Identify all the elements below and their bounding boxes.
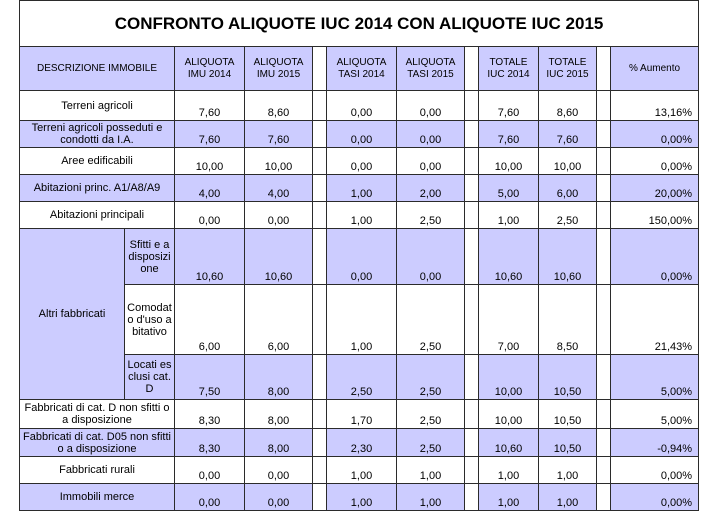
cell-tasi2015: 2,00 xyxy=(397,175,465,202)
cell-imu2014: 8,30 xyxy=(175,429,245,457)
cell-imu2015: 0,00 xyxy=(245,202,313,229)
cell-iuc2014: 10,00 xyxy=(479,148,539,175)
column-gap xyxy=(597,355,611,400)
cell-imu2015: 8,60 xyxy=(245,91,313,121)
subrow-label: Sfitti e a disposizione xyxy=(125,229,175,285)
cell-aumento: 0,00% xyxy=(611,148,699,175)
column-gap xyxy=(597,429,611,457)
column-gap xyxy=(597,47,611,91)
cell-tasi2015: 0,00 xyxy=(397,229,465,285)
cell-iuc2014: 1,00 xyxy=(479,457,539,484)
cell-imu2015: 0,00 xyxy=(245,457,313,484)
cell-aumento: 0,00% xyxy=(611,229,699,285)
column-gap xyxy=(313,229,327,285)
cell-iuc2015: 8,60 xyxy=(539,91,597,121)
cell-aumento: 5,00% xyxy=(611,400,699,429)
cell-iuc2015: 10,50 xyxy=(539,355,597,400)
column-gap xyxy=(597,202,611,229)
cell-iuc2015: 10,50 xyxy=(539,400,597,429)
row-label: Immobili merce xyxy=(20,484,175,511)
cell-imu2015: 8,00 xyxy=(245,355,313,400)
cell-tasi2014: 1,70 xyxy=(327,400,397,429)
column-gap xyxy=(313,484,327,511)
cell-imu2014: 7,60 xyxy=(175,91,245,121)
cell-tasi2014: 0,00 xyxy=(327,229,397,285)
cell-iuc2015: 2,50 xyxy=(539,202,597,229)
column-gap xyxy=(313,91,327,121)
row-label: Abitazioni princ. A1/A8/A9 xyxy=(20,175,175,202)
cell-imu2015: 8,00 xyxy=(245,429,313,457)
cell-imu2015: 0,00 xyxy=(245,484,313,511)
cell-tasi2015: 1,00 xyxy=(397,457,465,484)
cell-iuc2015: 1,00 xyxy=(539,484,597,511)
cell-imu2015: 4,00 xyxy=(245,175,313,202)
table-row xyxy=(20,202,699,229)
column-gap xyxy=(313,148,327,175)
cell-tasi2014: 0,00 xyxy=(327,91,397,121)
column-gap xyxy=(465,148,479,175)
cell-tasi2015: 0,00 xyxy=(397,121,465,148)
cell-aumento: -0,94% xyxy=(611,429,699,457)
row-label: Fabbricati di cat. D05 non sfitti o a disposizione xyxy=(20,429,175,457)
iuc-comparison-sheet xyxy=(19,0,698,508)
row-label: Fabbricati rurali xyxy=(20,457,175,484)
cell-iuc2015: 10,60 xyxy=(539,229,597,285)
cell-tasi2015: 2,50 xyxy=(397,355,465,400)
column-gap xyxy=(465,175,479,202)
cell-imu2015: 10,00 xyxy=(245,148,313,175)
column-gap xyxy=(313,202,327,229)
cell-tasi2015: 2,50 xyxy=(397,400,465,429)
column-gap xyxy=(465,202,479,229)
cell-iuc2015: 10,50 xyxy=(539,429,597,457)
column-gap xyxy=(465,429,479,457)
cell-aumento: 20,00% xyxy=(611,175,699,202)
header-tasi-2014: ALIQUOTA TASI 2014 xyxy=(327,47,397,91)
cell-iuc2014: 10,60 xyxy=(479,429,539,457)
cell-imu2015: 6,00 xyxy=(245,285,313,355)
cell-iuc2015: 1,00 xyxy=(539,457,597,484)
cell-iuc2014: 7,60 xyxy=(479,121,539,148)
table-row xyxy=(20,429,699,457)
cell-iuc2014: 10,00 xyxy=(479,355,539,400)
cell-iuc2015: 8,50 xyxy=(539,285,597,355)
column-gap xyxy=(465,121,479,148)
header-tasi-2015: ALIQUOTA TASI 2015 xyxy=(397,47,465,91)
cell-aumento: 5,00% xyxy=(611,355,699,400)
cell-aumento: 0,00% xyxy=(611,121,699,148)
cell-imu2014: 0,00 xyxy=(175,202,245,229)
column-gap xyxy=(597,91,611,121)
cell-tasi2015: 0,00 xyxy=(397,148,465,175)
column-gap xyxy=(313,121,327,148)
cell-imu2015: 8,00 xyxy=(245,400,313,429)
cell-imu2014: 0,00 xyxy=(175,484,245,511)
header-iuc-2014: TOTALE IUC 2014 xyxy=(479,47,539,91)
column-gap xyxy=(465,91,479,121)
header-aumento: % Aumento xyxy=(611,47,699,91)
cell-imu2014: 6,00 xyxy=(175,285,245,355)
header-iuc-2015: TOTALE IUC 2015 xyxy=(539,47,597,91)
table-row xyxy=(20,229,699,285)
table-row xyxy=(20,175,699,202)
cell-aumento: 0,00% xyxy=(611,484,699,511)
table-row xyxy=(20,457,699,484)
cell-iuc2014: 1,00 xyxy=(479,484,539,511)
cell-imu2014: 10,00 xyxy=(175,148,245,175)
column-gap xyxy=(465,355,479,400)
column-gap xyxy=(597,175,611,202)
subrow-label: Comodato d'uso abitativo xyxy=(125,285,175,355)
cell-aumento: 21,43% xyxy=(611,285,699,355)
column-gap xyxy=(313,400,327,429)
cell-tasi2014: 0,00 xyxy=(327,121,397,148)
cell-tasi2014: 1,00 xyxy=(327,175,397,202)
column-gap xyxy=(313,285,327,355)
cell-tasi2014: 2,50 xyxy=(327,355,397,400)
header-descrizione: DESCRIZIONE IMMOBILE xyxy=(20,47,175,91)
cell-iuc2015: 6,00 xyxy=(539,175,597,202)
cell-tasi2015: 2,50 xyxy=(397,429,465,457)
column-gap xyxy=(465,400,479,429)
cell-iuc2014: 5,00 xyxy=(479,175,539,202)
cell-aumento: 13,16% xyxy=(611,91,699,121)
column-gap xyxy=(597,400,611,429)
row-label: Abitazioni principali xyxy=(20,202,175,229)
cell-tasi2014: 1,00 xyxy=(327,285,397,355)
group-label: Altri fabbricati xyxy=(20,229,125,400)
column-gap xyxy=(465,285,479,355)
cell-tasi2015: 2,50 xyxy=(397,285,465,355)
cell-iuc2014: 10,00 xyxy=(479,400,539,429)
cell-tasi2014: 0,00 xyxy=(327,148,397,175)
row-label: Fabbricati di cat. D non sfitti o a disposizione xyxy=(20,400,175,429)
cell-tasi2015: 0,00 xyxy=(397,91,465,121)
header-imu-2014: ALIQUOTA IMU 2014 xyxy=(175,47,245,91)
table-row xyxy=(20,148,699,175)
cell-iuc2015: 10,00 xyxy=(539,148,597,175)
column-gap xyxy=(313,457,327,484)
row-label: Aree edificabili xyxy=(20,148,175,175)
table-row xyxy=(20,121,699,148)
subrow-label: Locati esclusi cat. D xyxy=(125,355,175,400)
column-gap xyxy=(465,47,479,91)
column-gap xyxy=(313,175,327,202)
cell-tasi2015: 2,50 xyxy=(397,202,465,229)
table-row xyxy=(20,91,699,121)
column-gap xyxy=(597,457,611,484)
column-gap xyxy=(597,285,611,355)
cell-imu2015: 10,60 xyxy=(245,229,313,285)
column-gap xyxy=(597,484,611,511)
header-imu-2015: ALIQUOTA IMU 2015 xyxy=(245,47,313,91)
column-gap xyxy=(313,355,327,400)
cell-tasi2015: 1,00 xyxy=(397,484,465,511)
column-gap xyxy=(465,484,479,511)
cell-imu2014: 7,60 xyxy=(175,121,245,148)
column-gap xyxy=(313,429,327,457)
table-title: CONFRONTO ALIQUOTE IUC 2014 CON ALIQUOTE IUC 2015 xyxy=(20,1,699,47)
cell-imu2015: 7,60 xyxy=(245,121,313,148)
cell-imu2014: 7,50 xyxy=(175,355,245,400)
cell-iuc2014: 7,60 xyxy=(479,91,539,121)
table-row xyxy=(20,484,699,511)
row-label: Terreni agricoli xyxy=(20,91,175,121)
cell-tasi2014: 1,00 xyxy=(327,484,397,511)
cell-imu2014: 4,00 xyxy=(175,175,245,202)
cell-imu2014: 0,00 xyxy=(175,457,245,484)
cell-aumento: 0,00% xyxy=(611,457,699,484)
row-label: Terreni agricoli posseduti e condotti da I.A. xyxy=(20,121,175,148)
cell-aumento: 150,00% xyxy=(611,202,699,229)
cell-iuc2014: 1,00 xyxy=(479,202,539,229)
table-row xyxy=(20,400,699,429)
cell-tasi2014: 2,30 xyxy=(327,429,397,457)
column-gap xyxy=(597,148,611,175)
cell-iuc2015: 7,60 xyxy=(539,121,597,148)
cell-tasi2014: 1,00 xyxy=(327,202,397,229)
column-gap xyxy=(597,121,611,148)
column-gap xyxy=(313,47,327,91)
column-gap xyxy=(597,229,611,285)
cell-imu2014: 10,60 xyxy=(175,229,245,285)
column-gap xyxy=(465,457,479,484)
column-gap xyxy=(465,229,479,285)
iuc-comparison-table xyxy=(19,0,699,511)
cell-imu2014: 8,30 xyxy=(175,400,245,429)
cell-tasi2014: 1,00 xyxy=(327,457,397,484)
cell-iuc2014: 10,60 xyxy=(479,229,539,285)
cell-iuc2014: 7,00 xyxy=(479,285,539,355)
